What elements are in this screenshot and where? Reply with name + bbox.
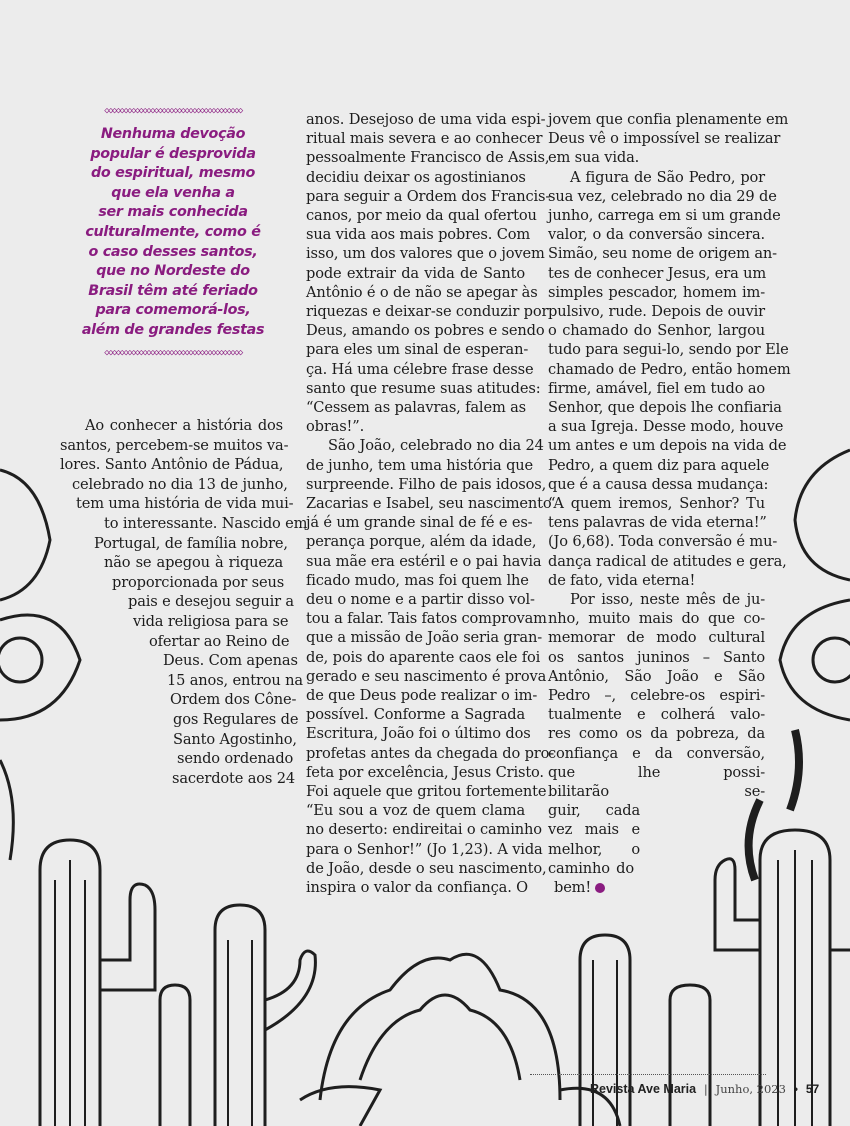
article-line: jovem que confia plenamente em bbox=[548, 111, 789, 128]
article-line: (Jo 6,68). Toda conversão é mu- bbox=[548, 533, 778, 551]
article-line: para seguir a Ordem dos Francis- bbox=[306, 187, 551, 205]
issue-date: Junho, 2023 bbox=[715, 1082, 786, 1096]
article-line: isso, um dos valores que o jovem bbox=[306, 245, 545, 263]
article-line: em sua vida. bbox=[548, 149, 640, 167]
article-line: sua vida aos mais pobres. Com bbox=[306, 226, 531, 244]
article-line: tem uma história de vida mui- bbox=[76, 495, 294, 513]
article-line: ofertar ao Reino de bbox=[149, 632, 290, 650]
article-line: memorar de modo cultural bbox=[548, 629, 765, 647]
article-line: de fato, vida eterna! bbox=[548, 571, 696, 589]
article-line: no deserto: endireitai o caminho bbox=[306, 821, 542, 839]
article-line: valor, o da conversão sincera. bbox=[548, 226, 765, 244]
article-line: obras!”. bbox=[306, 418, 365, 436]
article-line: os santos juninos – Santo bbox=[548, 648, 765, 666]
pull-quote bbox=[62, 105, 284, 359]
article-line: vida religiosa para se bbox=[133, 613, 289, 630]
article-line: pulsivo, rude. Depois de ouvir bbox=[548, 303, 765, 320]
article-line: inspira o valor da confiança. O bbox=[306, 879, 528, 896]
article-line: ritual mais severa e ao conhecer bbox=[306, 130, 543, 148]
article-line: santo que resume suas atitudes: bbox=[306, 379, 541, 397]
article-line: gos Regulares de bbox=[173, 711, 299, 728]
magazine-name: Revista Ave Maria bbox=[590, 1082, 697, 1096]
article-line: tualmente e colherá valo- bbox=[548, 706, 765, 724]
article-line: res como os da pobreza, da bbox=[548, 725, 765, 743]
article-line: Deus vê o impossível se realizar bbox=[548, 130, 781, 148]
article-line: que é a causa dessa mudança: bbox=[548, 475, 769, 493]
article-line: 15 anos, entrou na bbox=[167, 671, 303, 689]
article-line: profetas antes da chegada do pro- bbox=[306, 744, 555, 762]
article-line: Deus, amando os pobres e sendo bbox=[306, 322, 545, 340]
pull-quote-line: culturalmente, como é bbox=[85, 223, 261, 240]
footer-separator: | bbox=[703, 1082, 708, 1096]
article-line: canos, por meio da qual ofertou bbox=[306, 207, 537, 224]
article-line: Ao conhecer a história dos bbox=[85, 417, 283, 434]
article-line: chamado de Pedro, então homem bbox=[548, 360, 791, 378]
article-line: bilitarão se- bbox=[548, 783, 765, 800]
article-line: sacerdote aos 24 bbox=[172, 769, 296, 787]
article-line: guir, cada bbox=[548, 802, 640, 820]
article-line: proporcionada por seus bbox=[112, 573, 285, 591]
article-line: de João, desde o seu nascimento, bbox=[306, 859, 547, 877]
pull-quote-line: que no Nordeste do bbox=[96, 263, 250, 280]
article-line: surpreende. Filho de pais idosos, bbox=[306, 475, 547, 493]
article-line: Antônio é o de não se apegar às bbox=[306, 283, 538, 301]
pull-quote-line: para comemorá-los, bbox=[95, 302, 251, 319]
pull-quote-line: o caso desses santos, bbox=[88, 243, 258, 260]
pull-quote-line: do espiritual, mesmo bbox=[90, 165, 256, 182]
article-line: de junho, tem uma história que bbox=[306, 456, 534, 474]
article-line: melhor, o bbox=[548, 840, 640, 858]
article-line: tes de conhecer Jesus, era um bbox=[548, 264, 767, 282]
article-line: feta por excelência, Jesus Cristo. bbox=[306, 763, 544, 781]
article-line: ficado mudo, mas foi quem lhe bbox=[306, 571, 529, 589]
article-line: o chamado do Senhor, largou bbox=[548, 322, 765, 340]
page-footer bbox=[590, 1082, 819, 1096]
page-number: 57 bbox=[805, 1082, 820, 1096]
article-line: a sua Igreja. Desse modo, houve bbox=[548, 418, 784, 436]
article-line: não se apegou à riqueza bbox=[104, 554, 283, 572]
zigzag-divider-bottom: ◇◇◇◇◇◇◇◇◇◇◇◇◇◇◇◇◇◇◇◇◇◇◇◇◇◇◇◇◇◇◇◇◇◇◇◇ bbox=[104, 347, 242, 358]
end-of-article-dot bbox=[595, 883, 605, 893]
article-line: Santo Agostinho, bbox=[173, 730, 297, 748]
article-line: Escritura, João foi o último dos bbox=[306, 725, 531, 743]
article-line: Portugal, de família nobre, bbox=[94, 534, 288, 552]
article-line: “A quem iremos, Senhor? Tu bbox=[548, 495, 765, 512]
article-line: que lhe possi- bbox=[548, 763, 765, 781]
article-line: firme, amável, fiel em tudo ao bbox=[548, 379, 766, 397]
article-line: já é um grande sinal de fé e es- bbox=[306, 514, 533, 532]
article-line: bem! bbox=[548, 878, 635, 897]
article-line: nho, muito mais do que co- bbox=[548, 610, 765, 628]
article-line: deu o nome e a partir disso vol- bbox=[306, 591, 535, 608]
article-line: junho, carrega em si um grande bbox=[548, 207, 781, 224]
article-line: celebrado no dia 13 de junho, bbox=[72, 475, 288, 493]
article-line: sua vez, celebrado no dia 29 de bbox=[548, 187, 777, 205]
article-line: riquezas e deixar-se conduzir por bbox=[306, 303, 549, 320]
article-line: Pedro –, celebre-os espiri- bbox=[548, 687, 765, 704]
article-line: gerado e seu nascimento é prova bbox=[306, 667, 547, 685]
article-line: “Cessem as palavras, falem as bbox=[306, 399, 527, 416]
footer-bullet: • bbox=[793, 1082, 798, 1096]
pull-quote-line: Brasil têm até feriado bbox=[88, 282, 258, 299]
article-line: anos. Desejoso de uma vida espi- bbox=[306, 111, 546, 128]
article-line: para eles um sinal de esperan- bbox=[306, 341, 529, 359]
article-line: pessoalmente Francisco de Assis, bbox=[306, 149, 550, 167]
article-line: possível. Conforme a Sagrada bbox=[306, 706, 525, 724]
article-line: Zacarias e Isabel, seu nascimento bbox=[306, 495, 552, 512]
pull-quote-line: popular é desprovida bbox=[90, 145, 256, 162]
article-line: pode extrair da vida de Santo bbox=[306, 264, 525, 282]
article-line: vez mais e bbox=[548, 821, 640, 839]
article-line: A figura de São Pedro, por bbox=[570, 168, 765, 186]
article-line: “Eu sou a voz de quem clama bbox=[306, 802, 525, 820]
pull-quote-text bbox=[62, 125, 284, 341]
article-line: to interessante. Nascido em bbox=[104, 515, 308, 532]
article-line: Senhor, que depois lhe confiaria bbox=[548, 399, 782, 416]
article-line: perança porque, além da idade, bbox=[306, 533, 537, 551]
article-line: Simão, seu nome de origem an- bbox=[548, 245, 777, 263]
article-line: que a missão de João seria gran- bbox=[306, 629, 543, 647]
article-line: Foi aquele que gritou fortemente bbox=[306, 783, 547, 800]
article-line: tou a falar. Tais fatos comprovam bbox=[306, 610, 547, 628]
article-line: dança radical de atitudes e gera, bbox=[548, 552, 787, 570]
article-line: tens palavras de vida eterna!” bbox=[548, 514, 767, 532]
pull-quote-line: Nenhuma devoção bbox=[100, 126, 246, 142]
article-line: confiança e da conversão, bbox=[548, 744, 765, 762]
article-line: santos, percebem-se muitos va- bbox=[60, 436, 289, 454]
article-line: ça. Há uma célebre frase desse bbox=[306, 360, 534, 378]
article-line: lores. Santo Antônio de Pádua, bbox=[60, 456, 284, 474]
article-line: pais e desejou seguir a bbox=[128, 593, 294, 611]
pull-quote-line: que ela venha a bbox=[111, 184, 235, 201]
article-line: Pedro, a quem diz para aquele bbox=[548, 456, 770, 474]
zigzag-divider-top: ◇◇◇◇◇◇◇◇◇◇◇◇◇◇◇◇◇◇◇◇◇◇◇◇◇◇◇◇◇◇◇◇◇◇◇◇ bbox=[104, 106, 242, 116]
article-line: Ordem dos Cône- bbox=[170, 691, 297, 709]
article-line: Por isso, neste mês de ju- bbox=[570, 591, 765, 608]
article-line: simples pescador, homem im- bbox=[548, 283, 765, 301]
article-line: sua mãe era estéril e o pai havia bbox=[306, 552, 542, 570]
article-line: de que Deus pode realizar o im- bbox=[306, 687, 538, 704]
article-line: de, pois do aparente caos ele foi bbox=[306, 648, 541, 666]
article-line: sendo ordenado bbox=[177, 750, 294, 768]
footer-rule bbox=[530, 1074, 766, 1075]
article-line: Antônio, São João e São bbox=[548, 667, 765, 685]
article-line: um antes e um depois na vida de bbox=[548, 437, 787, 455]
article-line: para o Senhor!” (Jo 1,23). A vida bbox=[306, 840, 543, 858]
pull-quote-line: além de grandes festas bbox=[81, 321, 265, 338]
article-line: caminho do bbox=[548, 859, 634, 877]
pull-quote-line: ser mais conhecida bbox=[98, 204, 248, 221]
article-line: tudo para segui-lo, sendo por Ele bbox=[548, 341, 789, 359]
article-line: Deus. Com apenas bbox=[163, 652, 298, 670]
article-line: decidiu deixar os agostinianos bbox=[306, 168, 526, 186]
article-line: São João, celebrado no dia 24 bbox=[328, 437, 544, 455]
